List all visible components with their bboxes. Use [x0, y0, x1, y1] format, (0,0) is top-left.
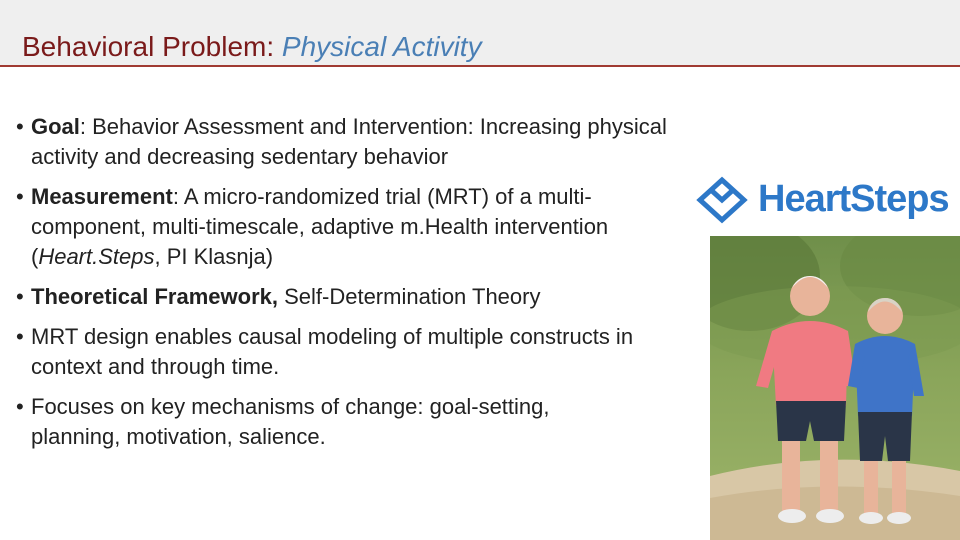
heartsteps-logo — [692, 176, 954, 226]
bullet-text: Self-Determination Theory — [277, 284, 541, 309]
logo-text: HeartSteps — [758, 178, 949, 220]
title-accent: Physical Activity — [281, 31, 482, 62]
bullet-framework — [18, 282, 708, 312]
title-divider — [0, 65, 960, 67]
bullet-list — [18, 112, 708, 462]
bullet-text: MRT design enables causal modeling of multiple constructs in context and through time. — [31, 324, 634, 379]
walking-couple-image — [710, 236, 960, 540]
bullet-text-end: , PI Klasnja) — [154, 244, 274, 269]
bullet-text: : Behavior Assessment and Intervention: Increasing physical activity and decreasing sedentary behavior — [31, 114, 667, 169]
title-prefix: Behavioral Problem: — [22, 31, 282, 62]
bullet-mechanisms — [18, 392, 591, 452]
bullet-measurement — [18, 182, 671, 272]
couple-walking-photo — [710, 236, 960, 540]
bullet-text: Focuses on key mechanisms of change: goal-setting, planning, motivation, salience. — [31, 394, 550, 449]
bullet-italic: Heart.Steps — [38, 244, 155, 269]
bullet-text: : A micro-randomized trial (MRT) of a multi-component, multi-timescale, adaptive m.Health intervention ( — [31, 184, 609, 269]
bullet-lead: Goal — [31, 114, 80, 139]
bullet-lead: Measurement — [31, 184, 173, 209]
bullet-mrt-design — [18, 322, 661, 382]
bullet-goal — [18, 112, 708, 172]
bullet-lead: Theoretical Framework, — [31, 284, 278, 309]
diamond-logo-icon — [692, 176, 752, 226]
slide-title — [22, 30, 482, 64]
